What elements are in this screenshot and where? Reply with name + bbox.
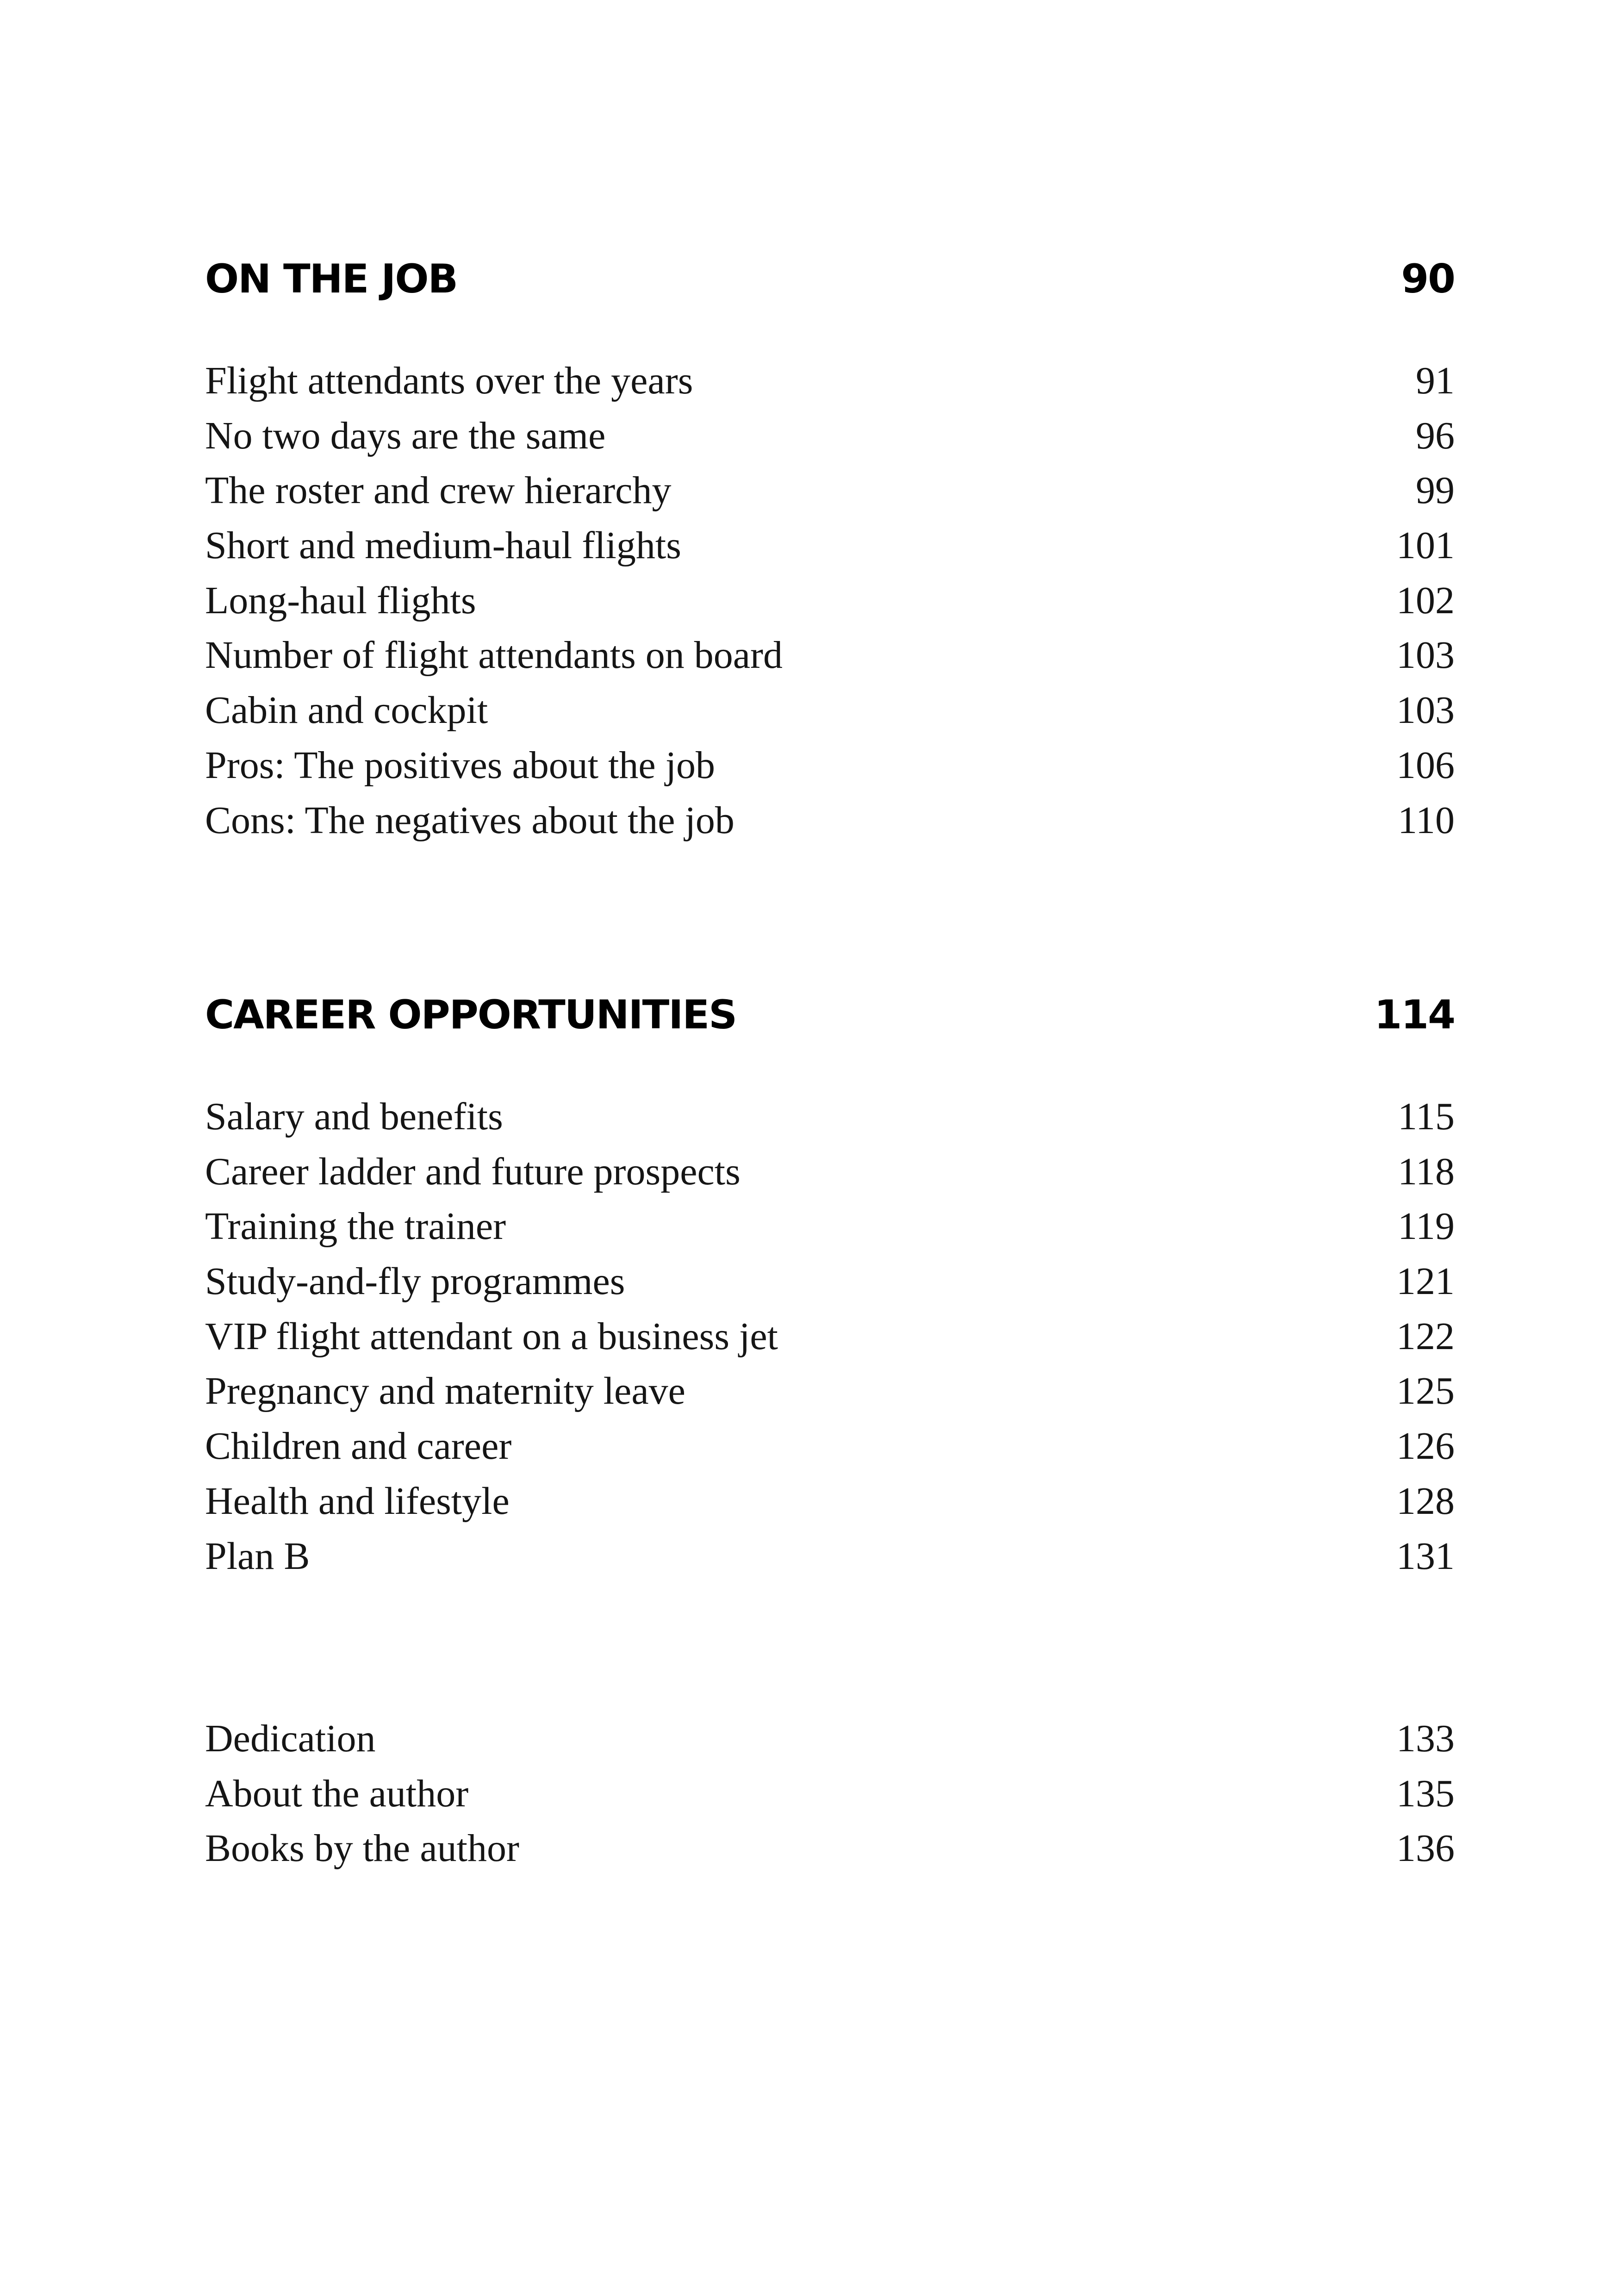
toc-entry-title: VIP flight attendant on a business jet — [205, 1314, 778, 1358]
toc-entry-title: Short and medium-haul flights — [205, 524, 681, 567]
toc-entry[interactable] — [205, 1254, 1455, 1309]
toc-entry[interactable] — [205, 1419, 1455, 1474]
toc-entry-page: 103 — [1396, 634, 1455, 677]
toc-entry-title: No two days are the same — [205, 414, 606, 457]
toc-entry[interactable] — [205, 1364, 1455, 1419]
toc-entry-page: 91 — [1416, 359, 1455, 402]
toc-entry-page: 126 — [1396, 1425, 1455, 1468]
toc-entry-page: 136 — [1396, 1827, 1455, 1870]
toc-entry-title: Pros: The positives about the job — [205, 743, 716, 787]
toc-entry-title: Health and lifestyle — [205, 1479, 510, 1523]
toc-entry-title: Books by the author — [205, 1827, 519, 1870]
toc-entry-page: 106 — [1396, 743, 1455, 787]
toc-entry[interactable] — [205, 463, 1455, 518]
toc-entry-dedication[interactable] — [205, 1711, 1455, 1767]
toc-entry-page: 103 — [1396, 689, 1455, 732]
toc-entry-page: 96 — [1416, 414, 1455, 457]
toc-entry[interactable] — [205, 409, 1455, 464]
section-heading-title: CAREER OPPORTUNITIES — [205, 992, 737, 1038]
toc-entry[interactable] — [205, 1089, 1455, 1145]
toc-entry-title: Children and career — [205, 1425, 512, 1468]
toc-entry[interactable] — [205, 1474, 1455, 1529]
toc-entry-title: Career ladder and future prospects — [205, 1150, 741, 1193]
toc-entry-title: Dedication — [205, 1717, 376, 1760]
toc-section-career-opportunities — [205, 992, 1455, 1584]
toc-entry-title: Cons: The negatives about the job — [205, 798, 734, 842]
toc-entry[interactable] — [205, 1145, 1455, 1200]
toc-entry[interactable] — [205, 738, 1455, 793]
toc-entry-page: 119 — [1398, 1205, 1455, 1248]
toc-entry-page: 122 — [1396, 1314, 1455, 1358]
toc-entry[interactable] — [205, 1199, 1455, 1254]
section-heading-page: 114 — [1374, 992, 1455, 1038]
toc-entry[interactable] — [205, 1529, 1455, 1584]
toc-entry[interactable] — [205, 1309, 1455, 1364]
toc-entry[interactable] — [205, 354, 1455, 409]
toc-entry[interactable] — [205, 573, 1455, 628]
toc-entry[interactable] — [205, 793, 1455, 848]
toc-entry-page: 118 — [1398, 1150, 1455, 1193]
toc-entry-title: Salary and benefits — [205, 1095, 503, 1138]
section-heading-title: ON THE JOB — [205, 256, 458, 302]
toc-entry-page: 121 — [1396, 1260, 1455, 1303]
toc-entry-page: 115 — [1398, 1095, 1455, 1138]
toc-entry-title: About the author — [205, 1772, 469, 1815]
toc-entry-page: 125 — [1396, 1369, 1455, 1413]
toc-section-backmatter — [205, 1711, 1455, 1876]
toc-entry-title: Number of flight attendants on board — [205, 634, 783, 677]
toc-entry-title: Pregnancy and maternity leave — [205, 1369, 685, 1413]
toc-entry-page: 131 — [1396, 1534, 1455, 1578]
toc-entry-list — [205, 1089, 1455, 1584]
toc-entry-title: Cabin and cockpit — [205, 689, 488, 732]
toc-entry-title: Long-haul flights — [205, 579, 476, 622]
toc-entry-page: 101 — [1396, 524, 1455, 567]
toc-entry-books-by-author[interactable] — [205, 1821, 1455, 1876]
toc-entry-title: The roster and crew hierarchy — [205, 469, 672, 512]
toc-entry-list — [205, 354, 1455, 848]
toc-section-on-the-job — [205, 256, 1455, 848]
toc-entry-page: 135 — [1396, 1772, 1455, 1815]
toc-entry[interactable] — [205, 628, 1455, 683]
toc-entry-page: 99 — [1416, 469, 1455, 512]
section-heading-page: 90 — [1401, 256, 1455, 302]
toc-entry-title: Training the trainer — [205, 1205, 506, 1248]
toc-entry-page: 133 — [1396, 1717, 1455, 1760]
toc-entry-page: 128 — [1396, 1479, 1455, 1523]
toc-entry-about-author[interactable] — [205, 1767, 1455, 1822]
toc-entry-title: Flight attendants over the years — [205, 359, 693, 402]
toc-entry[interactable] — [205, 518, 1455, 573]
section-heading[interactable] — [205, 256, 1455, 302]
section-heading[interactable] — [205, 992, 1455, 1038]
toc-entry-title: Plan B — [205, 1534, 310, 1578]
toc-entry-list — [205, 1711, 1455, 1876]
toc-entry-title: Study-and-fly programmes — [205, 1260, 625, 1303]
toc-entry[interactable] — [205, 683, 1455, 738]
toc-entry-page: 110 — [1398, 798, 1455, 842]
toc-entry-page: 102 — [1396, 579, 1455, 622]
